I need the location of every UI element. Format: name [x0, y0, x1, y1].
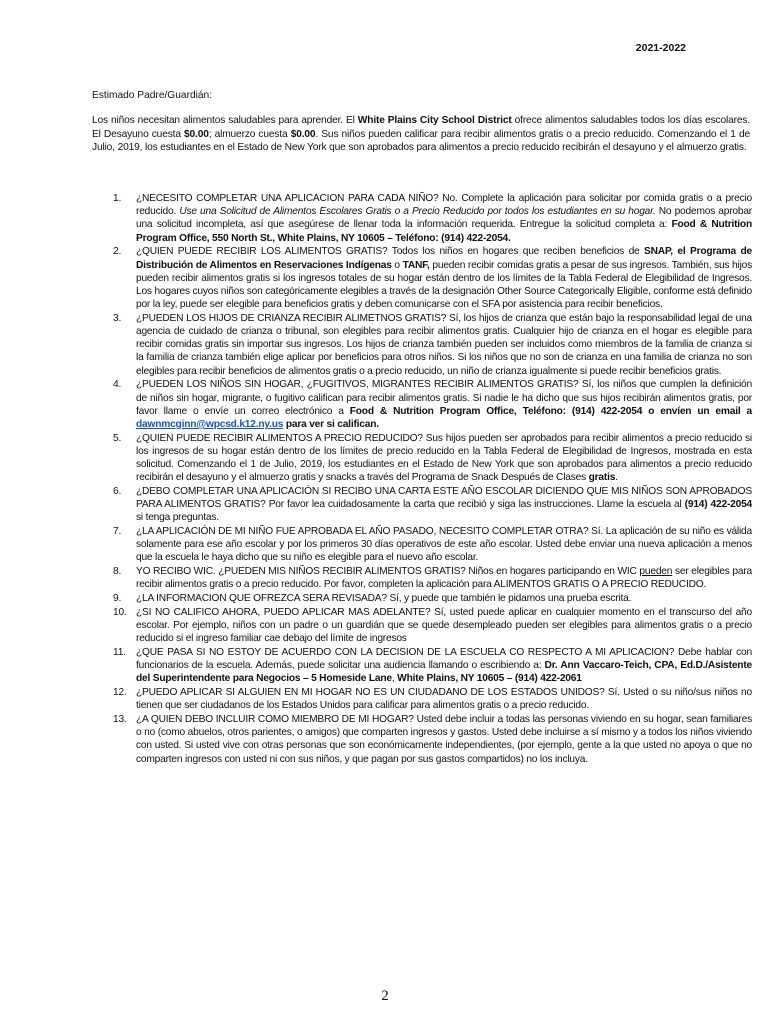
- faq-item: [92, 432, 752, 485]
- page-number: 2: [381, 988, 389, 1004]
- item-number: 6.: [113, 485, 122, 497]
- item-text: ¿QUE PASA SI NO ESTOY DE ACUERDO CON LA DECISION DE LA ESCUELA CO RESPECTO A MI APLICACION? Debe hablar con funcionarios de la escuela. Además, puede solicitar una audiencia llamando o escribiendo a:: [136, 646, 752, 672]
- item-text: ¿QUIEN PUEDE RECIBIR ALIMENTOS A PRECIO REDUCIDO? Sus hijos pueden ser aprobados para recibir alimentos a precio reducido si los ingresos de su hogar están dentro de los límites de precio reducido en la Tabla Federal de Elegibilidad de Ingresos, mostrada en esta solicitud. Comenzando el 1 de Julio, 2019, los estudiantes en el Estado de New York que son aprobados para alimentos a precio reducido recibirán el desayuno y el almuerzo gratis y snacks a través del Programa de Snack Después de Clases: [136, 432, 752, 484]
- item-text: .: [615, 472, 618, 484]
- item-text: ¿SI NO CALIFICO AHORA, PUEDO APLICAR MAS ADELANTE? Sí, usted puede aplicar en cualquier momento en el transcurso del año escolar. Por ejemplo, niños con un padre o un guardián que se quede desempleado pueden ser elegibles para alimentos gratis o a precio reducido si el ingreso familiar cae debajo del límite de ingresos: [136, 606, 752, 645]
- item-text-bold: Food & Nutrition Program Office, Teléfono: (914) 422-2054 o envíen un email a: [349, 405, 752, 417]
- item-text-bold: Food & Nutrition Program Office, 550 North St., White Plains, NY 10605 – Teléfono: (914) 422-2054.: [136, 219, 752, 244]
- item-text-bold: White Plains, NY 10605 – (914) 422-2061: [397, 673, 582, 685]
- intro-text: ; almuerzo cuesta: [208, 128, 291, 140]
- item-text-bold: TANF,: [402, 259, 430, 271]
- item-text-underlined: pueden: [639, 566, 673, 578]
- intro-paragraph: [92, 114, 750, 155]
- item-text: o: [391, 259, 403, 271]
- email-link[interactable]: dawnmcginn@wpcsd.k12.ny.us: [136, 418, 284, 430]
- item-number: 9.: [113, 593, 122, 605]
- item-text: YO RECIBO WIC. ¿PUEDEN MIS NIÑOS RECIBIR ALIMENTOS GRATIS? Niños en hogares participando en WIC: [136, 566, 640, 578]
- item-text: ¿QUIEN PUEDE RECIBIR LOS ALIMENTOS GRATIS? Todos los niños en hogares que reciben beneficios de: [136, 246, 645, 258]
- faq-item: [92, 592, 752, 605]
- faq-item: [92, 192, 752, 245]
- district-name: White Plains City School District: [357, 115, 512, 126]
- item-number: 5.: [113, 432, 122, 444]
- item-text-italic: Use una Solicitud de Alimentos Escolares Gratis o a Precio Reducido por todos los estudiantes en su hogar.: [179, 206, 656, 218]
- faq-item: [92, 606, 752, 646]
- item-number: 1.: [113, 193, 122, 204]
- item-text-bold: para ver si califican.: [283, 418, 379, 430]
- faq-item: [92, 525, 752, 565]
- item-text: ,: [391, 673, 398, 685]
- item-text: ¿DEBO COMPLETAR UNA APLICACIÓN SI RECIBO UNA CARTA ESTE AÑO ESCOLAR DICIENDO QUE MIS NIÑOS SON APROBADOS PARA ALIMENTOS GRATIS? Por favor lea cuidadosamente la carta que recibió y siga las instrucciones. Llame la escuela al: [136, 485, 752, 511]
- breakfast-price: $0.00: [184, 128, 209, 140]
- item-text: ¿PUEDEN LOS NIÑOS SIN HOGAR, ¿FUGITIVOS, MIGRANTES RECIBIR ALIMENTOS GRATIS? Sí, los niños que cumplen la definición de niños sin hogar, migrante, o fugitivo califican para recibir alimentos gratis. Si nadie le ha dicho que sus hijos recibirán alimentos gratis, por favor llame o envíe un correo electrónico a: [136, 379, 752, 417]
- item-number: 13.: [113, 713, 127, 725]
- item-text: ¿A QUIEN DEBO INCLUIR COMO MIEMBRO DE MI HOGAR? Usted debe incluir a todas las personas viviendo en su hogar, sean familiares o no (como abuelos, otros parientes, o amigos) que comparten ingresos y gastos. Usted debe incluirse a sí mismo y a todos los niños viviendo con usted. Si usted vive con otras personas que son económicamente independientes, (por ejemplo, gente a la que usted no apoya o que no comparten ingresos con usted ni con sus niños, y que pagan por sus gastos compartidos) no los incluya.: [136, 713, 752, 765]
- item-text: pueden recibir comidas gratis a pesar de sus ingresos. También, sus hijos pueden recibir alimentos gratis si los ingresos totales de su hogar están dentro de los límites de la Tabla Federal de Elegibilidad de Ingresos. Los hogares cuyos niños son categóricamente elegibles a través de la designación Other Source Categorically Eligible, conforme está definido por la ley, puede ser elegible para beneficios gratis y deben comunicarse con el SFA por asistencia para recibir beneficios.: [136, 259, 752, 311]
- item-text-bold: SNAP, el Programa de Distribución de Alimentos en Reservaciones Indígenas: [136, 246, 752, 271]
- item-text-bold: Dr. Ann Vaccaro-Teich, CPA, Ed.D./Asistente del Superintendente para Negocios – 5 Homeside Lane: [136, 660, 752, 685]
- item-text: ¿NECESITO COMPLETAR UNA APLICACION PARA CADA NIÑO? No. Complete la aplicación para solicitar por comida gratis o a precio reducido.: [136, 193, 752, 218]
- intro-text: Los niños necesitan alimentos saludables para aprender. El: [92, 115, 358, 126]
- item-text: ser elegibles para recibir alimentos gratis o a precio reducido. Por favor, completen la aplicación para ALIMENTOS GRATIS O A PRECIO REDUCIDO.: [136, 566, 752, 591]
- faq-item: [92, 245, 752, 311]
- faq-item: [92, 646, 752, 686]
- intro-text: . Sus niños pueden calificar para recibir alimentos gratis o a precio reducido. Comenzando el 1 de Julio, 2019, los estudiantes en el Estado de New York que son aprobados para alimentos a precio reducido recibirán el desayuno y el almuerzo gratis.: [92, 128, 750, 154]
- item-text: ¿PUEDO APLICAR SI ALGUIEN EN MI HOGAR NO ES UN CIUDADANO DE LOS ESTADOS UNIDOS? Sí. Usted o su niño/sus niños no tienen que ser ciudadanos de los Estados Unidos para calificar para alimentos gratis o a precio reducido.: [136, 687, 752, 712]
- faq-item: [92, 565, 752, 591]
- faq-item: [92, 378, 752, 431]
- lunch-price: $0.00: [290, 128, 316, 140]
- item-text: ¿LA INFORMACION QUE OFREZCA SERA REVISADA? Sí, y puede que también le pidamos una prueba escrita.: [136, 593, 632, 605]
- item-number: 12.: [113, 687, 127, 699]
- item-text-bold: gratis: [588, 472, 616, 484]
- item-text: ¿LA APLICACIÓN DE MI NIÑO FUE APROBADA EL AÑO PASADO, NECESITO COMPLETAR OTRA? Sí. La aplicación de su niño es válida solamente para ese año escolar y por los primeros 30 días operativos de este año escolar. Usted debe enviar una nueva aplicación a menos que la escuela le haya dicho que su niño es elegible para el nuevo año escolar.: [136, 526, 752, 564]
- item-text-bold: (914) 422-2054: [684, 499, 752, 511]
- faq-item: [92, 312, 752, 378]
- item-number: 11.: [113, 646, 126, 658]
- item-number: 3.: [113, 312, 122, 324]
- item-text: si tenga preguntas.: [136, 512, 219, 524]
- faq-item: [92, 686, 752, 712]
- school-year: 2021-2022: [635, 42, 686, 54]
- item-text: ¿PUEDEN LOS HIJOS DE CRIANZA RECIBIR ALIMETNOS GRATIS? Sí, los hijos de crianza que están bajo la responsabilidad legal de una agencia de cuidado de crianza o tribunal, son elegibles para recibir alimentos gratis. Cualquier hijo de crianza en el hogar es elegible para recibir comidas gratis sin importar sus ingresos. Los hijos de crianza también pueden ser incluidos como miembros de la familia de crianza si la familia de crianza también elige aplicar por beneficios para otros niños. Si los niños que no son de crianza en una familia de crianza no son elegibles para recibir beneficios de alimentos gratis o a precio reducido, un niño de crianza igualmente si puede recibir beneficios gratis.: [136, 312, 752, 377]
- intro-text: ofrece alimentos saludables todos los días escolares. El Desayuno cuesta: [92, 115, 750, 140]
- item-number: 8.: [113, 566, 122, 578]
- faq-item: [92, 485, 752, 525]
- item-number: 7.: [113, 526, 122, 538]
- item-number: 4.: [113, 379, 122, 391]
- faq-item: [92, 713, 752, 766]
- faq-list: [92, 192, 752, 766]
- item-text: No podemos aprobar una solicitud incompleta, así que asegúrese de llenar toda la información requerida. Entregue la solicitud completa a:: [136, 206, 752, 231]
- item-number: 10.: [113, 606, 127, 618]
- greeting: Estimado Padre/Guardián:: [92, 90, 213, 101]
- item-number: 2.: [113, 246, 122, 258]
